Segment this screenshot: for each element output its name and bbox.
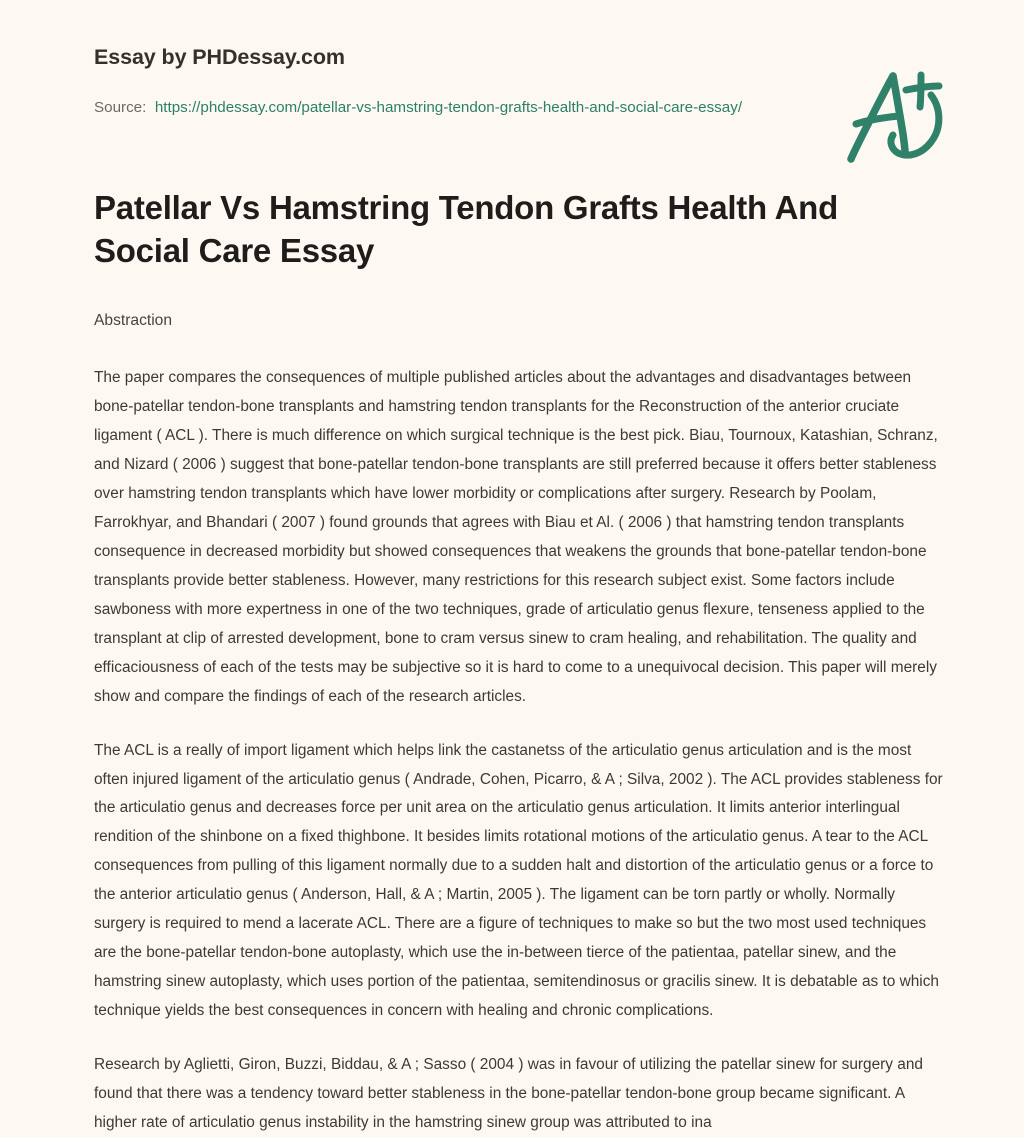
section-heading-abstraction: Abstraction bbox=[94, 311, 173, 329]
brand-title: Essay by PHDessay.com bbox=[94, 45, 345, 69]
body-paragraph: The ACL is a really of import ligament which helps link the castanetss of the articulatio genus articulation and is the most often injured ligament of the articulatio genus ( Andrade, Cohen, Picarro, & A ; Silva, 2002 ). The ACL provides stableness for the articulatio genus and decreases force per unit area on the articulatio genus articulation. It limits anterior interlingual rendition of the shinbone on a fixed thighbone. It besides limits rotational motions of the articulatio genus. A tear to the ACL consequences from pulling of this ligament normally due to a sudden halt and distortion of the articulatio genus or a force to the anterior articulatio genus ( Anderson, Hall, & A ; Martin, 2005 ). The ligament can be torn partly or wholly. Normally surgery is required to mend a lacerate ACL. There are a figure of techniques to make so but the two most used techniques are the bone-patellar tendon-bone autoplasty, which use the in-between tierce of the patientaa, patellar sinew, and the hamstring sinew autoplasty, which uses portion of the patientaa, semitendinosus or gracilis sinew. It is debatable as to which technique yields the best consequences in concern with healing and chronic complications. bbox=[94, 741, 943, 1020]
source-label: Source: bbox=[94, 98, 147, 116]
page-content bbox=[94, 0, 946, 1138]
body-paragraph: The paper compares the consequences of multiple published articles about the advantages and disadvantages between bone-patellar tendon-bone transplants and hamstring tendon transplants for the Reconstruction of the anterior cruciate ligament ( ACL ). There is much difference on which surgical technique is the best pick. Biau, Tournoux, Katashian, Schranz, and Nizard ( 2006 ) suggest that bone-patellar tendon-bone transplants are still preferred because it offers better stableness over hamstring tendon transplants which have lower morbidity or complications after surgery. Research by Poolam, Farrokhyar, and Bhandari ( 2007 ) found grounds that agrees with Biau et Al. ( 2006 ) that hamstring tendon transplants consequence in decreased morbidity but showed consequences that weakens the grounds that bone-patellar tendon-bone transplants provide better stableness. However, many restrictions for this research subject exist. Some factors include sawboness with more expertness in one of the two techniques, grade of articulatio genus flexure, tenseness applied to the transplant at clip of arrested development, bone to cram versus sinew to cram healing, and rehabilitation. The quality and efficaciousness of each of the tests may be subjective so it is hard to come to a unequivocal decision. This paper will merely show and compare the findings of each of the research articles. bbox=[94, 369, 938, 705]
page-title: Patellar Vs Hamstring Tendon Grafts Health And Social Care Essay bbox=[94, 188, 838, 270]
body-paragraph: Research by Aglietti, Giron, Buzzi, Biddau, & A ; Sasso ( 2004 ) was in favour of utilizing the patellar sinew for surgery and found that there was a tendency toward better stableness in the bone-patellar tendon-bone group became significant. A higher rate of articulatio genus instability in the hamstring sinew group was attributed to ina bbox=[94, 1056, 923, 1131]
source-url-link[interactable]: https://phdessay.com/patellar-vs-hamstring-tendon-grafts-health-and-social-care-essay/ bbox=[154, 98, 743, 116]
source-line bbox=[94, 95, 754, 122]
